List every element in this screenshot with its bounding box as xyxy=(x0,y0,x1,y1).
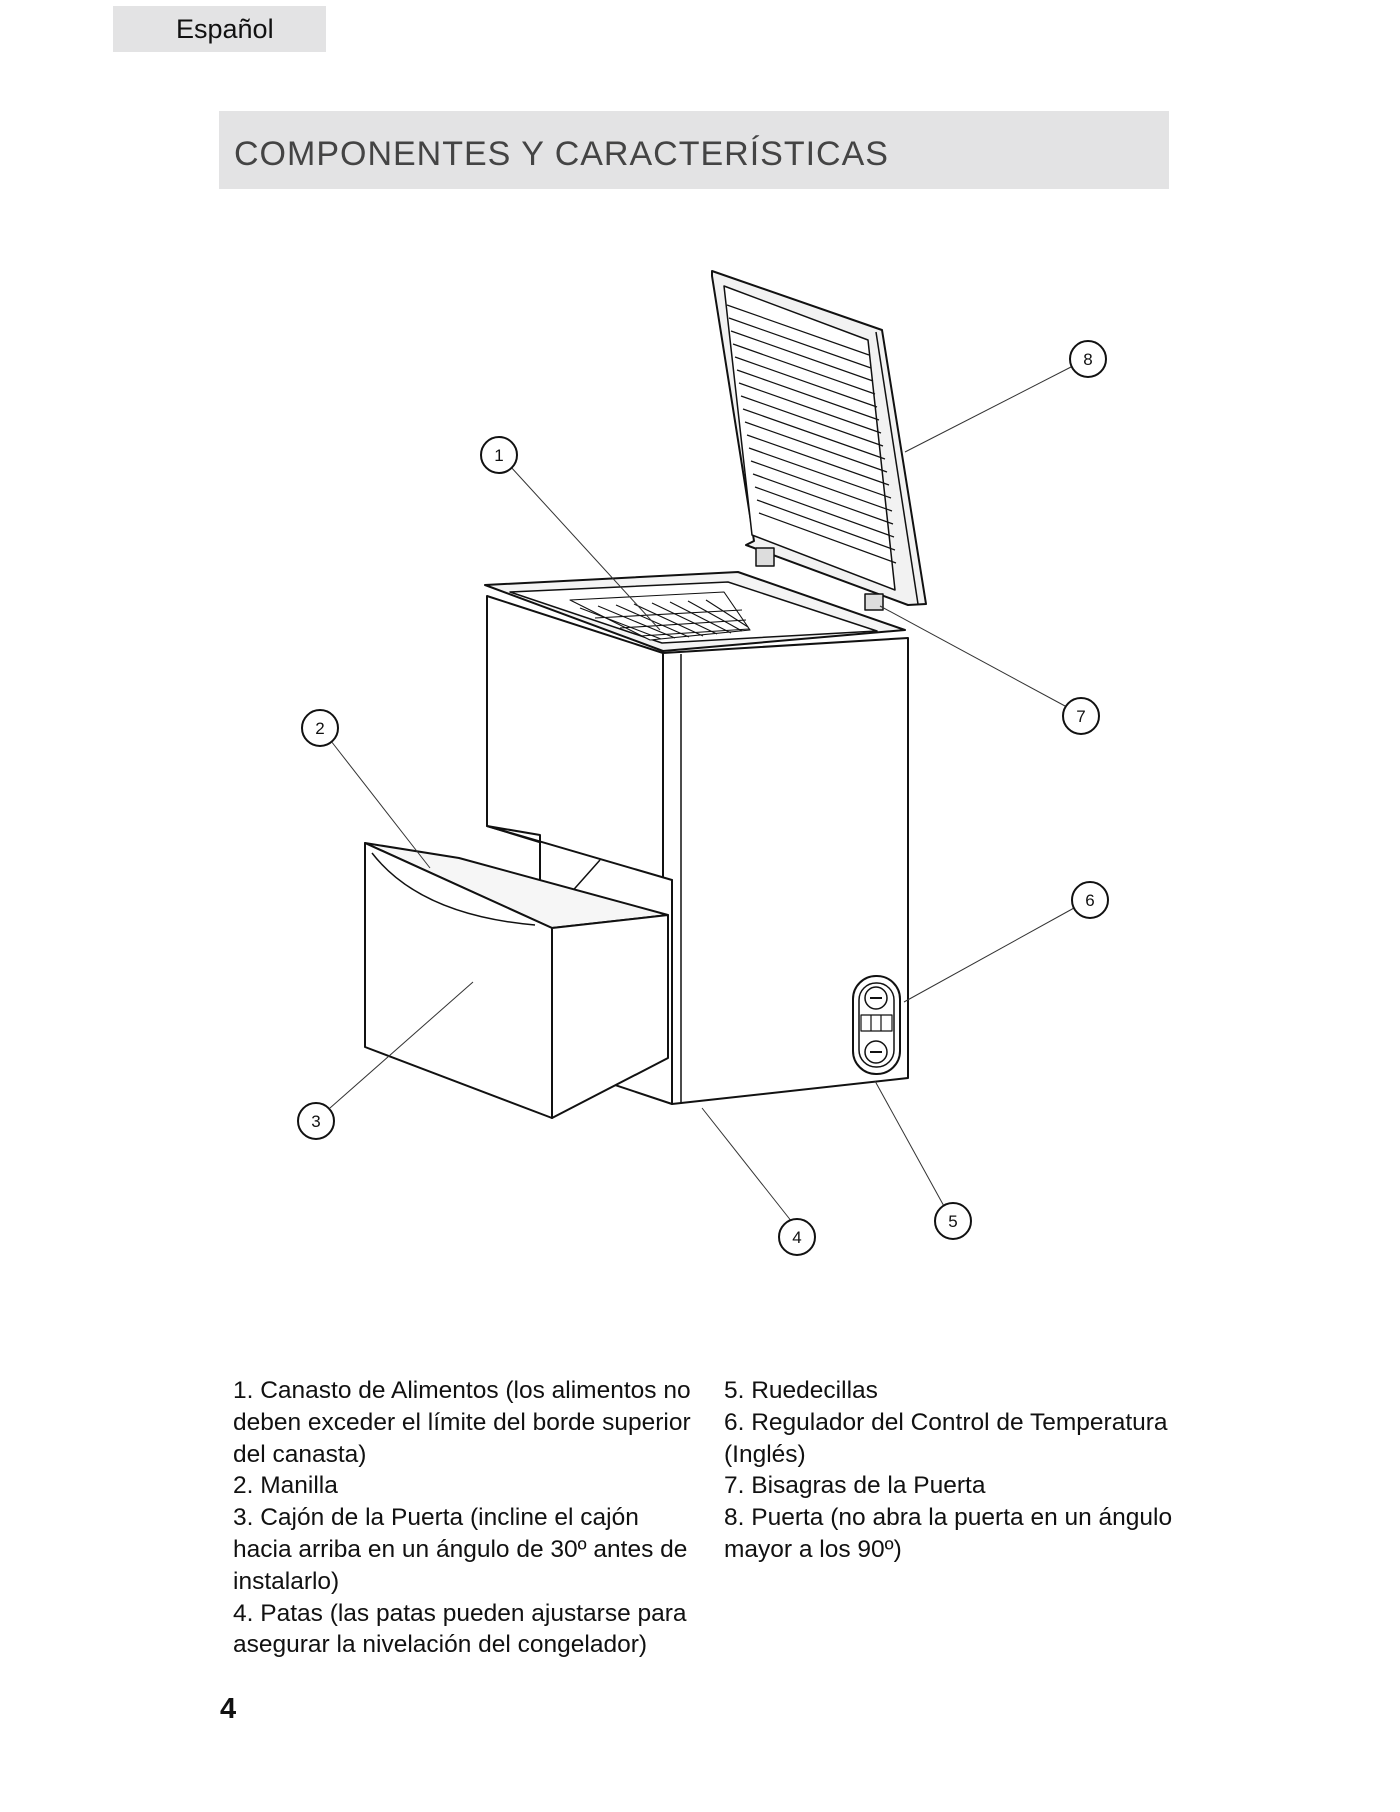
callout-7-label: 7 xyxy=(1076,707,1086,726)
callout-4-label: 4 xyxy=(792,1228,802,1247)
callout-4 xyxy=(779,1219,815,1255)
part-item-1: 1. Canasto de Alimentos (los alimentos no deben exceder el límite del borde superior del canasta) xyxy=(233,1377,691,1468)
callout-8-label: 8 xyxy=(1083,350,1093,369)
part-item-7: 7. Bisagras de la Puerta xyxy=(724,1472,986,1500)
part-item-2: 2. Manilla xyxy=(233,1472,338,1500)
part-item-5: 5. Ruedecillas xyxy=(724,1377,878,1404)
parts-list-left xyxy=(233,1375,703,1661)
section-title: COMPONENTES Y CARACTERÍSTICAS xyxy=(234,135,889,173)
part-item-4: 4. Patas (las patas pueden ajustarse para asegurar la nivelación del congelador) xyxy=(233,1599,687,1659)
callout-3 xyxy=(298,1103,334,1139)
freezer-illustration xyxy=(365,271,926,1118)
callout-3-label: 3 xyxy=(311,1112,321,1131)
page-number: 4 xyxy=(220,1693,237,1725)
lid-hinge-right xyxy=(865,594,883,610)
callout-6-label: 6 xyxy=(1085,891,1095,910)
part-item-3: 3. Cajón de la Puerta (incline el cajón hacia arriba en un ángulo de 30º antes de instalarlo) xyxy=(233,1504,688,1595)
callout-5-label: 5 xyxy=(948,1212,958,1231)
callout-1-label: 1 xyxy=(494,446,504,465)
callout-8 xyxy=(1070,341,1106,377)
callout-1 xyxy=(481,437,517,473)
callout-7 xyxy=(1063,698,1099,734)
part-item-6: 6. Regulador del Control de Temperatura (Inglés) xyxy=(724,1408,1168,1468)
part-item-8: 8. Puerta (no abra la puerta en un ángulo mayor a los 90º) xyxy=(724,1504,1173,1563)
callout-2-label: 2 xyxy=(315,719,325,738)
callout-5 xyxy=(935,1203,971,1239)
callout-6 xyxy=(1072,882,1108,918)
parts-list-right xyxy=(724,1375,1204,1566)
callout-2 xyxy=(302,710,338,746)
lid-hinge-left xyxy=(756,548,774,566)
language-tab: Español xyxy=(113,6,326,52)
